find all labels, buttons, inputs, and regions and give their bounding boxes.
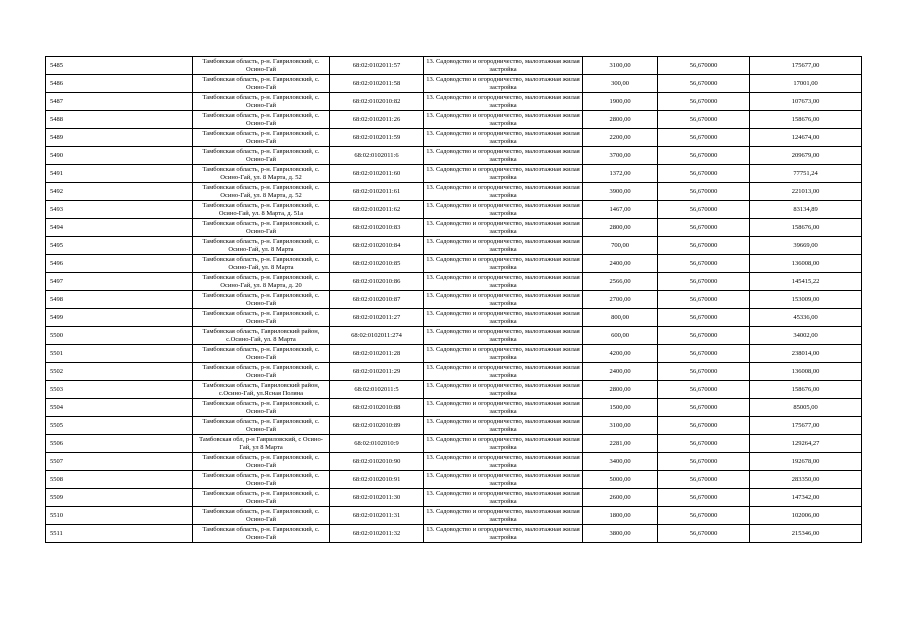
cadastral-value-table [45,56,862,543]
land-use-cell: 13. Садоводство и огородничество, малоэтажная жилая застройка [424,345,583,363]
land-use-cell: 13. Садоводство и огородничество, малоэтажная жилая застройка [424,471,583,489]
row-number-cell: 5509 [46,489,193,507]
row-number-cell: 5492 [46,183,193,201]
table-row [46,75,862,93]
area-cell: 2400,00 [583,255,658,273]
cadastral-number-cell: 68:02:0102010:83 [330,219,424,237]
land-use-cell: 13. Садоводство и огородничество, малоэтажная жилая застройка [424,273,583,291]
table-row [46,165,862,183]
area-cell: 1467,00 [583,201,658,219]
specific-value-cell: 56,670000 [658,435,750,453]
cadastral-number-cell: 68:02:0102011:62 [330,201,424,219]
specific-value-cell: 56,670000 [658,345,750,363]
specific-value-cell: 56,670000 [658,165,750,183]
area-cell: 1500,00 [583,399,658,417]
area-cell: 2281,00 [583,435,658,453]
area-cell: 5000,00 [583,471,658,489]
cadastral-number-cell: 68:02:0102011:26 [330,111,424,129]
address-cell: Тамбовская область, р-н. Гавриловский, с. Осино-Гай [193,417,330,435]
cadastral-value-cell: 209679,00 [750,147,862,165]
land-use-cell: 13. Садоводство и огородничество, малоэтажная жилая застройка [424,381,583,399]
address-cell: Тамбовская область, р-н. Гавриловский, с. Осино-Гай [193,489,330,507]
address-cell: Тамбовская область, р-н. Гавриловский, с. Осино-Гай [193,525,330,543]
table-row [46,489,862,507]
cadastral-number-cell: 68:02:0102011:58 [330,75,424,93]
specific-value-cell: 56,670000 [658,75,750,93]
land-use-cell: 13. Садоводство и огородничество, малоэтажная жилая застройка [424,327,583,345]
cadastral-value-cell: 192678,00 [750,453,862,471]
cadastral-number-cell: 68:02:0102011:60 [330,165,424,183]
area-cell: 3100,00 [583,417,658,435]
row-number-cell: 5497 [46,273,193,291]
address-cell: Тамбовская область, р-н. Гавриловский, с. Осино-Гай [193,75,330,93]
cadastral-number-cell: 68:02:0102010:91 [330,471,424,489]
land-use-cell: 13. Садоводство и огородничество, малоэтажная жилая застройка [424,93,583,111]
address-cell: Тамбовская область, р-н. Гавриловский, с. Осино-Гай [193,363,330,381]
specific-value-cell: 56,670000 [658,525,750,543]
cadastral-value-cell: 158676,00 [750,219,862,237]
specific-value-cell: 56,670000 [658,381,750,399]
row-number-cell: 5498 [46,291,193,309]
table-row [46,57,862,75]
address-cell: Тамбовская область, р-н. Гавриловский, с. Осино-Гай [193,111,330,129]
cadastral-number-cell: 68:02:0102010:9 [330,435,424,453]
row-number-cell: 5510 [46,507,193,525]
row-number-cell: 5511 [46,525,193,543]
row-number-cell: 5485 [46,57,193,75]
row-number-cell: 5506 [46,435,193,453]
cadastral-number-cell: 68:02:0102011:32 [330,525,424,543]
cadastral-value-cell: 238014,00 [750,345,862,363]
specific-value-cell: 56,670000 [658,183,750,201]
cadastral-value-cell: 215346,00 [750,525,862,543]
table-row [46,435,862,453]
row-number-cell: 5493 [46,201,193,219]
area-cell: 3100,00 [583,57,658,75]
land-use-cell: 13. Садоводство и огородничество, малоэтажная жилая застройка [424,507,583,525]
cadastral-value-cell: 34002,00 [750,327,862,345]
cadastral-value-cell: 17001,00 [750,75,862,93]
land-use-cell: 13. Садоводство и огородничество, малоэтажная жилая застройка [424,165,583,183]
cadastral-value-cell: 136008,00 [750,255,862,273]
land-use-cell: 13. Садоводство и огородничество, малоэтажная жилая застройка [424,57,583,75]
table-row [46,417,862,435]
table-row [46,219,862,237]
cadastral-value-cell: 77751,24 [750,165,862,183]
row-number-cell: 5488 [46,111,193,129]
row-number-cell: 5495 [46,237,193,255]
address-cell: Тамбовская область, р-н. Гавриловский, с. Осино-Гай [193,93,330,111]
cadastral-value-cell: 175677,00 [750,57,862,75]
row-number-cell: 5486 [46,75,193,93]
address-cell: Тамбовская область, Гавриловский район, с.Осино-Гай, ул.Ясная Поляна [193,381,330,399]
table-row [46,201,862,219]
address-cell: Тамбовская область, р-н. Гавриловский, с. Осино-Гай, ул. 8 Марта [193,237,330,255]
cadastral-value-cell: 145415,22 [750,273,862,291]
area-cell: 2800,00 [583,381,658,399]
cadastral-number-cell: 68:02:0102011:5 [330,381,424,399]
area-cell: 3400,00 [583,453,658,471]
cadastral-number-cell: 68:02:0102011:274 [330,327,424,345]
table-row [46,399,862,417]
area-cell: 2700,00 [583,291,658,309]
specific-value-cell: 56,670000 [658,201,750,219]
address-cell: Тамбовская область, р-н. Гавриловский, с. Осино-Гай [193,57,330,75]
cadastral-value-cell: 107673,00 [750,93,862,111]
address-cell: Тамбовская область, р-н. Гавриловский, с. Осино-Гай [193,453,330,471]
land-use-cell: 13. Садоводство и огородничество, малоэтажная жилая застройка [424,111,583,129]
cadastral-number-cell: 68:02:0102011:59 [330,129,424,147]
specific-value-cell: 56,670000 [658,111,750,129]
cadastral-number-cell: 68:02:0102010:85 [330,255,424,273]
cadastral-number-cell: 68:02:0102010:87 [330,291,424,309]
land-use-cell: 13. Садоводство и огородничество, малоэтажная жилая застройка [424,237,583,255]
address-cell: Тамбовская область, р-н. Гавриловский, с. Осино-Гай [193,507,330,525]
table-row [46,273,862,291]
cadastral-number-cell: 68:02:0102010:84 [330,237,424,255]
cadastral-value-cell: 85005,00 [750,399,862,417]
row-number-cell: 5501 [46,345,193,363]
land-use-cell: 13. Садоводство и огородничество, малоэтажная жилая застройка [424,309,583,327]
table-row [46,453,862,471]
specific-value-cell: 56,670000 [658,291,750,309]
cadastral-number-cell: 68:02:0102011:27 [330,309,424,327]
table-row [46,525,862,543]
table-row [46,147,862,165]
area-cell: 800,00 [583,309,658,327]
land-use-cell: 13. Садоводство и огородничество, малоэтажная жилая застройка [424,525,583,543]
row-number-cell: 5489 [46,129,193,147]
area-cell: 1800,00 [583,507,658,525]
cadastral-value-cell: 129264,27 [750,435,862,453]
specific-value-cell: 56,670000 [658,453,750,471]
specific-value-cell: 56,670000 [658,309,750,327]
row-number-cell: 5500 [46,327,193,345]
address-cell: Тамбовская область, р-н. Гавриловский, с. Осино-Гай [193,399,330,417]
cadastral-number-cell: 68:02:0102011:61 [330,183,424,201]
specific-value-cell: 56,670000 [658,507,750,525]
land-use-cell: 13. Садоводство и огородничество, малоэтажная жилая застройка [424,291,583,309]
cadastral-value-cell: 175677,00 [750,417,862,435]
cadastral-value-cell: 153009,00 [750,291,862,309]
area-cell: 2200,00 [583,129,658,147]
address-cell: Тамбовская область, р-н. Гавриловский, с. Осино-Гай [193,309,330,327]
address-cell: Тамбовская область, р-н. Гавриловский, с. Осино-Гай, ул. 8 Марта, д. 20 [193,273,330,291]
table-row [46,309,862,327]
cadastral-number-cell: 68:02:0102010:82 [330,93,424,111]
cadastral-value-cell: 102006,00 [750,507,862,525]
area-cell: 2800,00 [583,111,658,129]
row-number-cell: 5504 [46,399,193,417]
table-row [46,183,862,201]
table-row [46,507,862,525]
area-cell: 4200,00 [583,345,658,363]
area-cell: 300,00 [583,75,658,93]
specific-value-cell: 56,670000 [658,489,750,507]
row-number-cell: 5502 [46,363,193,381]
cadastral-value-cell: 283350,00 [750,471,862,489]
land-use-cell: 13. Садоводство и огородничество, малоэтажная жилая застройка [424,363,583,381]
area-cell: 2566,00 [583,273,658,291]
land-use-cell: 13. Садоводство и огородничество, малоэтажная жилая застройка [424,201,583,219]
area-cell: 3700,00 [583,147,658,165]
row-number-cell: 5503 [46,381,193,399]
area-cell: 1372,00 [583,165,658,183]
row-number-cell: 5507 [46,453,193,471]
table-body [46,57,862,543]
table-row [46,291,862,309]
specific-value-cell: 56,670000 [658,237,750,255]
cadastral-number-cell: 68:02:0102010:89 [330,417,424,435]
specific-value-cell: 56,670000 [658,327,750,345]
land-use-cell: 13. Садоводство и огородничество, малоэтажная жилая застройка [424,417,583,435]
row-number-cell: 5491 [46,165,193,183]
table-row [46,381,862,399]
land-use-cell: 13. Садоводство и огородничество, малоэтажная жилая застройка [424,399,583,417]
cadastral-value-cell: 83134,89 [750,201,862,219]
address-cell: Тамбовская область, р-н. Гавриловский, с. Осино-Гай [193,129,330,147]
cadastral-value-cell: 221013,00 [750,183,862,201]
specific-value-cell: 56,670000 [658,417,750,435]
row-number-cell: 5499 [46,309,193,327]
specific-value-cell: 56,670000 [658,399,750,417]
table-row [46,327,862,345]
table-row [46,363,862,381]
area-cell: 600,00 [583,327,658,345]
cadastral-value-cell: 39669,00 [750,237,862,255]
area-cell: 2400,00 [583,363,658,381]
land-use-cell: 13. Садоводство и огородничество, малоэтажная жилая застройка [424,489,583,507]
land-use-cell: 13. Садоводство и огородничество, малоэтажная жилая застройка [424,183,583,201]
area-cell: 2800,00 [583,219,658,237]
cadastral-number-cell: 68:02:0102010:90 [330,453,424,471]
land-use-cell: 13. Садоводство и огородничество, малоэтажная жилая застройка [424,129,583,147]
specific-value-cell: 56,670000 [658,363,750,381]
area-cell: 3800,00 [583,525,658,543]
cadastral-value-cell: 45336,00 [750,309,862,327]
cadastral-number-cell: 68:02:0102011:28 [330,345,424,363]
cadastral-value-cell: 147342,00 [750,489,862,507]
land-use-cell: 13. Садоводство и огородничество, малоэтажная жилая застройка [424,147,583,165]
address-cell: Тамбовская область, Гавриловский район, с.Осино-Гай, ул. 8 Марта [193,327,330,345]
table-row [46,471,862,489]
row-number-cell: 5496 [46,255,193,273]
specific-value-cell: 56,670000 [658,129,750,147]
land-use-cell: 13. Садоводство и огородничество, малоэтажная жилая застройка [424,255,583,273]
cadastral-number-cell: 68:02:0102011:30 [330,489,424,507]
cadastral-value-cell: 124674,00 [750,129,862,147]
address-cell: Тамбовская область, р-н. Гавриловский, с. Осино-Гай [193,291,330,309]
address-cell: Тамбовская область, р-н. Гавриловский, с. Осино-Гай, ул. 8 Марта, д. 52 [193,165,330,183]
row-number-cell: 5505 [46,417,193,435]
address-cell: Тамбовская область, р-н. Гавриловский, с. Осино-Гай [193,471,330,489]
table-row [46,345,862,363]
table-row [46,129,862,147]
land-use-cell: 13. Садоводство и огородничество, малоэтажная жилая застройка [424,435,583,453]
land-use-cell: 13. Садоводство и огородничество, малоэтажная жилая застройка [424,453,583,471]
land-use-cell: 13. Садоводство и огородничество, малоэтажная жилая застройка [424,75,583,93]
specific-value-cell: 56,670000 [658,57,750,75]
area-cell: 700,00 [583,237,658,255]
area-cell: 3900,00 [583,183,658,201]
specific-value-cell: 56,670000 [658,219,750,237]
address-cell: Тамбовская область, р-н. Гавриловский, с. Осино-Гай [193,147,330,165]
specific-value-cell: 56,670000 [658,471,750,489]
specific-value-cell: 56,670000 [658,273,750,291]
specific-value-cell: 56,670000 [658,147,750,165]
address-cell: Тамбовская область, р-н. Гавриловский, с. Осино-Гай [193,345,330,363]
area-cell: 1900,00 [583,93,658,111]
table-row [46,93,862,111]
cadastral-value-cell: 158676,00 [750,111,862,129]
table-row [46,237,862,255]
cadastral-value-cell: 158676,00 [750,381,862,399]
table-row [46,111,862,129]
specific-value-cell: 56,670000 [658,93,750,111]
cadastral-number-cell: 68:02:0102011:29 [330,363,424,381]
address-cell: Тамбовская область, р-н. Гавриловский, с. Осино-Гай, ул. 8 Марта [193,255,330,273]
area-cell: 2600,00 [583,489,658,507]
table-row [46,255,862,273]
address-cell: Тамбовская обл, р-н Гавриловский, с Осино-Гай, ул 8 Марта [193,435,330,453]
row-number-cell: 5494 [46,219,193,237]
row-number-cell: 5490 [46,147,193,165]
address-cell: Тамбовская область, р-н. Гавриловский, с. Осино-Гай, ул. 8 Марта, д. 52 [193,183,330,201]
cadastral-value-cell: 136008,00 [750,363,862,381]
cadastral-number-cell: 68:02:0102010:86 [330,273,424,291]
cadastral-number-cell: 68:02:0102011:57 [330,57,424,75]
row-number-cell: 5487 [46,93,193,111]
cadastral-number-cell: 68:02:0102011:31 [330,507,424,525]
address-cell: Тамбовская область, р-н. Гавриловский, с. Осино-Гай [193,219,330,237]
cadastral-number-cell: 68:02:0102011:6 [330,147,424,165]
cadastral-number-cell: 68:02:0102010:88 [330,399,424,417]
address-cell: Тамбовская область, р-н. Гавриловский, с. Осино-Гай, ул. 8 Марта, д. 51а [193,201,330,219]
land-use-cell: 13. Садоводство и огородничество, малоэтажная жилая застройка [424,219,583,237]
specific-value-cell: 56,670000 [658,255,750,273]
row-number-cell: 5508 [46,471,193,489]
